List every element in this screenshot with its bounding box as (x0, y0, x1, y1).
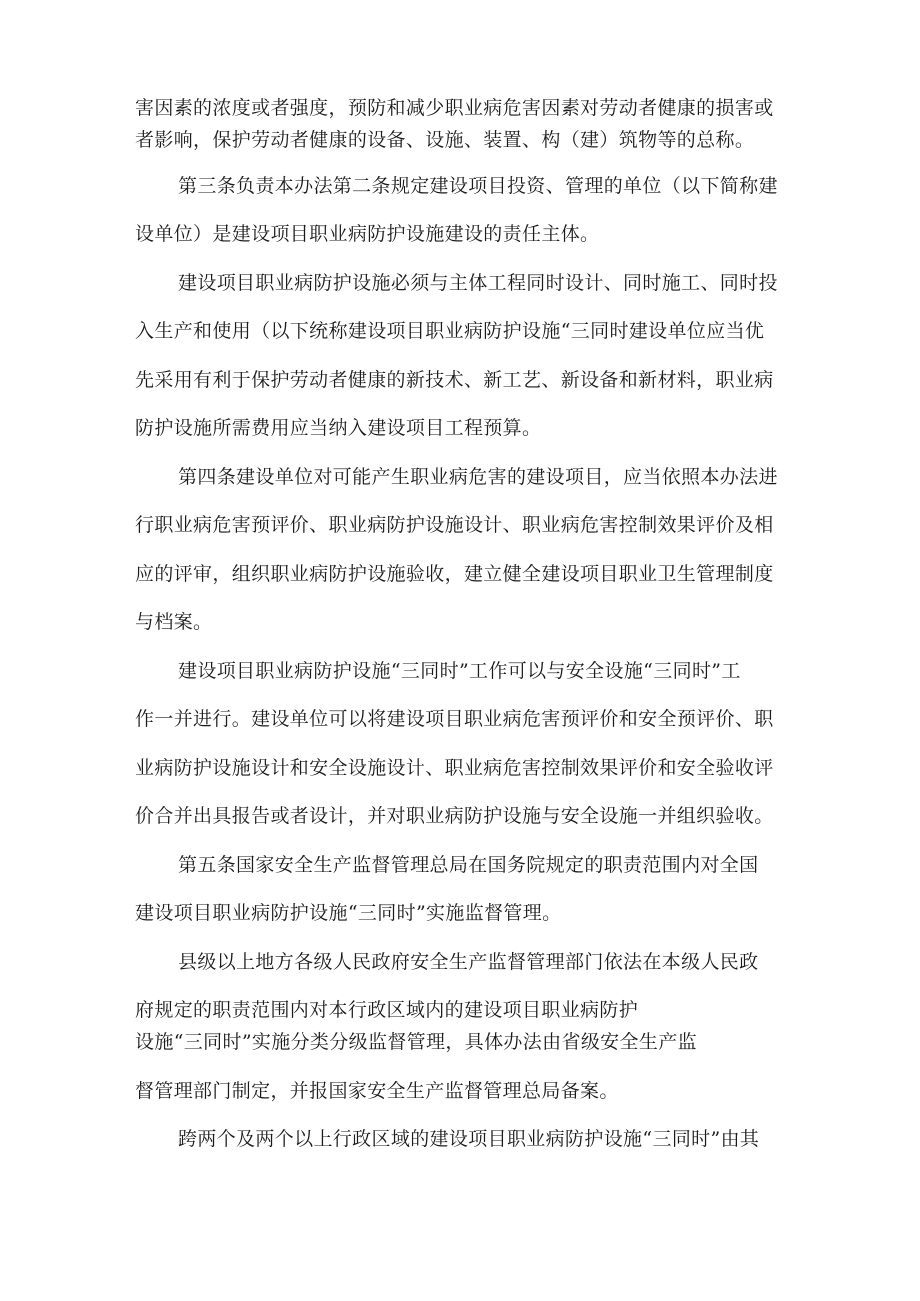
text-line: 府规定的职责范围内对本行政区域内的建设项目职业病防护 (135, 999, 639, 1021)
text-line: 第五条国家安全生产监督管理总局在国务院规定的职责范围内对全国 (178, 854, 759, 876)
text-line: 应的评审，组织职业病防护设施验收，建立健全建设项目职业卫生管理制度 (135, 563, 774, 585)
text-line: 先采用有利于保护劳动者健康的新技术、新工艺、新设备和新材料，职业病 (135, 369, 774, 391)
text-line: 行职业病危害预评价、职业病防护设施设计、职业病危害控制效果评价及相 (135, 514, 774, 536)
text-line: 价合并出具报告或者设计，并对职业病防护设施与安全设施一并组织验收。 (135, 805, 774, 827)
text-line: 者影响，保护劳动者健康的设备、设施、装置、构（建）筑物等的总称。 (135, 129, 755, 151)
text-line: 建设项目职业病防护设施“三同时”工作可以与安全设施“三同时”工 (178, 660, 741, 682)
text-line: 县级以上地方各级人民政府安全生产监督管理部门依法在本级人民政 (178, 951, 759, 973)
text-line: 设单位）是建设项目职业病防护设施建设的责任主体。 (135, 223, 600, 245)
text-line: 第三条负责本办法第二条规定建设项目投资、管理的单位（以下简称建 (178, 175, 778, 197)
text-line: 第四条建设单位对可能产生职业病危害的建设项目，应当依照本办法进 (178, 466, 778, 488)
text-line: 跨两个及两个以上行政区域的建设项目职业病防护设施“三同时”由其 (178, 1128, 760, 1150)
text-line: 作一并进行。建设单位可以将建设项目职业病危害预评价和安全预评价、职 (135, 708, 774, 730)
text-line: 入生产和使用（以下统称建设项目职业病防护设施“三同时建设单位应当优 (135, 320, 765, 342)
text-line: 建设项目职业病防护设施“三同时”实施监督管理。 (135, 902, 562, 924)
text-line: 业病防护设施设计和安全设施设计、职业病危害控制效果评价和安全验收评 (135, 757, 774, 779)
text-line: 建设项目职业病防护设施必须与主体工程同时设计、同时施工、同时投 (178, 272, 778, 294)
text-line: 设施“三同时”实施分类分级监督管理，具体办法由省级安全生产监 (135, 1031, 697, 1053)
text-line: 害因素的浓度或者强度，预防和减少职业病危害因素对劳动者健康的损害或 (135, 97, 774, 119)
text-line: 与档案。 (135, 611, 213, 633)
text-line: 督管理部门制定，并报国家安全生产监督管理总局备案。 (135, 1080, 619, 1102)
text-line: 防护设施所需费用应当纳入建设项目工程预算。 (135, 417, 542, 439)
